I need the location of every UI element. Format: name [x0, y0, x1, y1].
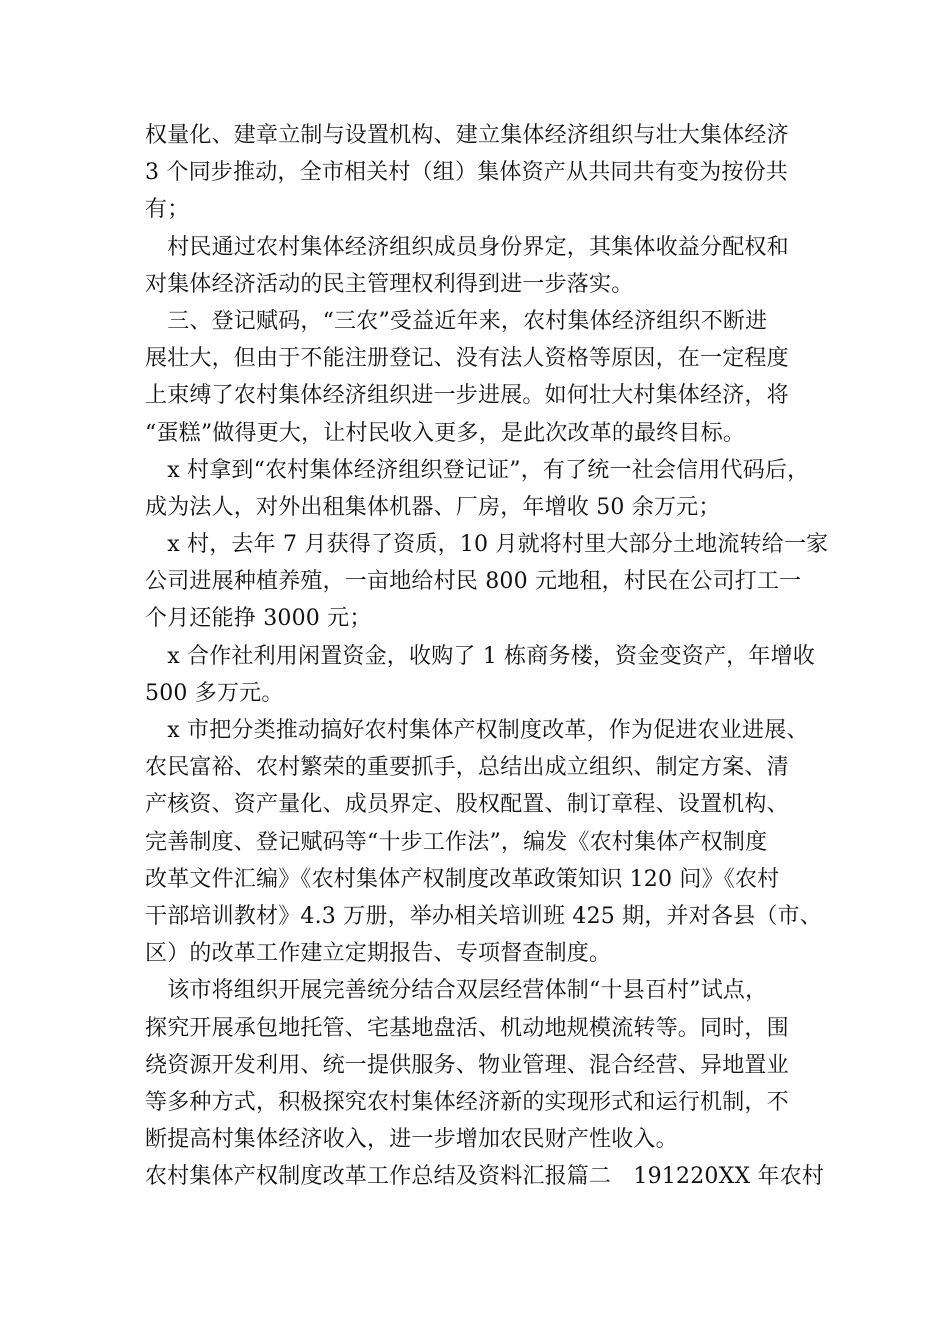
text-line: x 村拿到“农村集体经济组织登记证”，有了统一社会信用代码后， [145, 457, 810, 483]
text-line: x 市把分类推动搞好农村集体产权制度改革，作为促进农业进展、 [145, 718, 809, 743]
text-line: 等多种方式，积极探究农村集体经济新的实现形式和运行机制，不 [145, 1089, 789, 1115]
text-line: 3 个同步推动，全市相关村（组）集体资产从共同共有变为按份共 [145, 160, 788, 186]
text-line: 500 多万元。 [145, 680, 284, 706]
text-line: 成为法人，对外出租集体机器、厂房，年增收 50 余万元； [145, 494, 721, 520]
text-line: 公司进展种植养殖，一亩地给村民 800 元地租，村民在公司打工一 [145, 569, 802, 595]
text-line: 权量化、建章立制与设置机构、建立集体经济组织与壮大集体经济 [145, 123, 789, 148]
text-line: 对集体经济活动的民主管理权利得到进一步落实。 [145, 271, 634, 297]
text-line: 探究开展承包地托管、宅基地盘活、机动地规模流转等。同时，围 [145, 1015, 789, 1041]
text-line: x 合作社利用闲置资金，收购了 1 栋商务楼，资金变资产，年增收 [145, 643, 815, 669]
text-line: 区）的改革工作建立定期报告、专项督查制度。 [145, 941, 612, 967]
text-line: 改革文件汇编》《农村集体产权制度改革政策知识 120 问》《农村 [145, 866, 780, 892]
text-line: 断提高村集体经济收入，进一步增加农民财产性收入。 [145, 1127, 678, 1153]
text-line: 展壮大，但由于不能注册登记、没有法人资格等原因，在一定程度 [145, 346, 789, 372]
text-line: 绕资源开发利用、统一提供服务、物业管理、混合经营、异地置业 [145, 1052, 789, 1078]
text-line: 农民富裕、农村繁荣的重要抓手，总结出成立组织、制定方案、清 [145, 755, 789, 781]
text-line: 有； [145, 197, 190, 223]
text-line: “蛋糕”做得更大，让村民收入更多，是此次改革的最终目标。 [145, 420, 746, 446]
section-heading-line: 农村集体产权制度改革工作总结及资料汇报篇二 191220XX 年农村 [145, 1164, 825, 1190]
text-line: 个月还能挣 3000 元； [145, 606, 372, 632]
text-line: 干部培训教材》4.3 万册，举办相关培训班 425 期，并对各县（市、 [145, 903, 822, 929]
text-line: 上束缚了农村集体经济组织进一步进展。如何壮大村集体经济，将 [145, 383, 789, 409]
text-line: 村民通过农村集体经济组织成员身份界定，其集体收益分配权和 [145, 234, 789, 260]
text-line: 完善制度、登记赋码等“十步工作法”，编发《农村集体产权制度 [145, 829, 768, 855]
text-line: x 村，去年 7 月获得了资质，10 月就将村里大部分土地流转给一家 [145, 532, 829, 558]
text-line: 产核资、资产量化、成员界定、股权配置、制订章程、设置机构、 [145, 792, 789, 818]
text-line: 三、登记赋码，“三农”受益近年来，农村集体经济组织不断进 [145, 308, 768, 334]
text-line: 该市将组织开展完善统分结合双层经营体制“十县百村”试点， [145, 978, 768, 1004]
document-body [145, 117, 829, 1195]
